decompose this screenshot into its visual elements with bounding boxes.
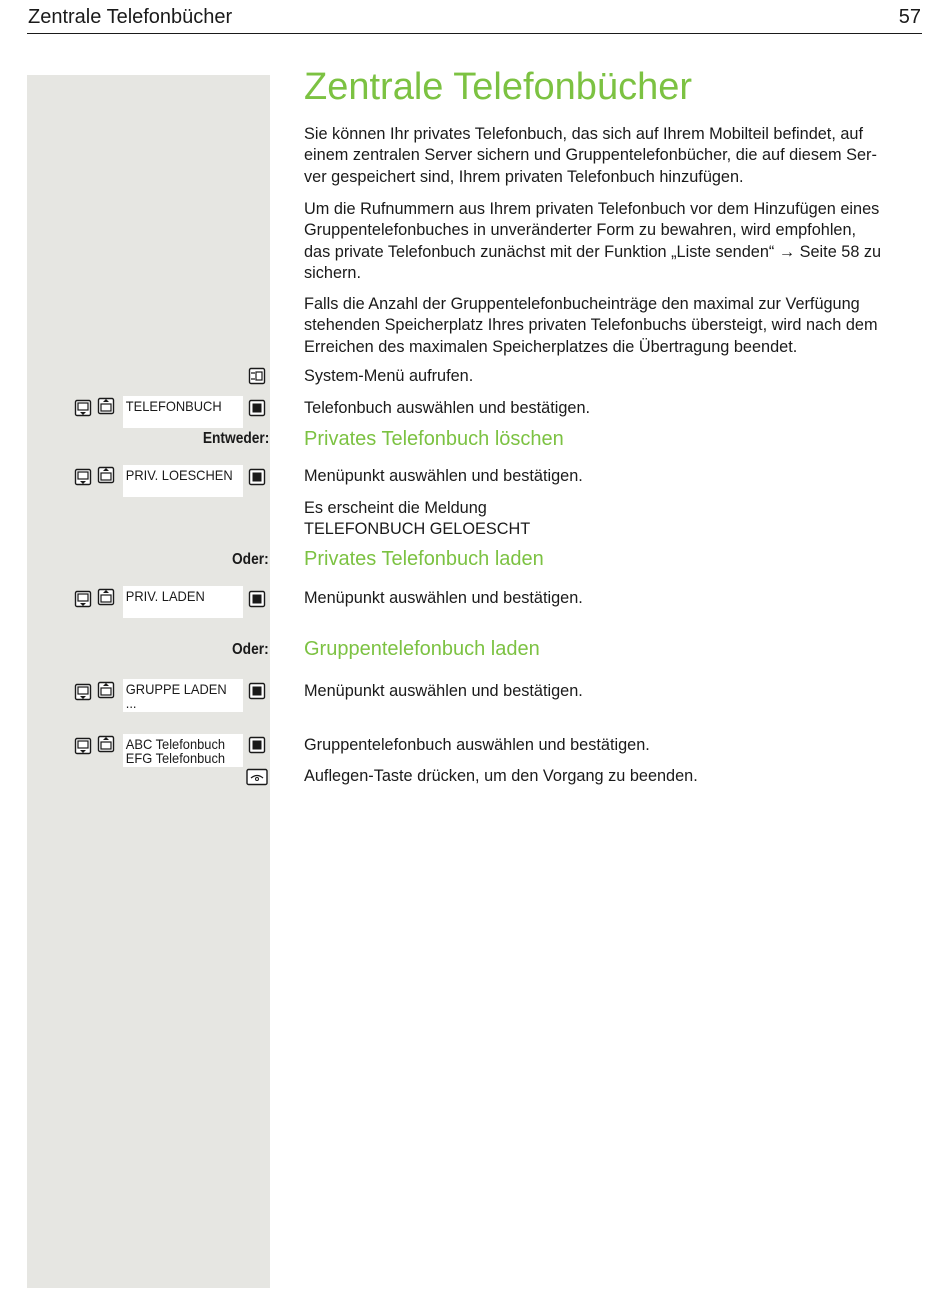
menu-key-icon — [248, 367, 266, 385]
ok-key-icon — [248, 682, 266, 700]
or-label: Oder: — [232, 641, 269, 658]
nav-up-icon — [97, 588, 115, 606]
nav-up-icon — [97, 466, 115, 484]
menu-entry: GRUPPE LADEN — [125, 681, 227, 697]
nav-down-icon — [74, 683, 92, 701]
nav-up-icon — [97, 735, 115, 753]
text-line: Um die Rufnummern aus Ihrem privaten Telefonbuch vor dem Hinzufügen eines — [304, 200, 880, 218]
ok-key-icon — [248, 399, 266, 417]
step-group-select: Menüpunkt auswählen und bestätigen. — [304, 682, 583, 700]
step-select-phonebook: Telefonbuch auswählen und bestätigen. — [304, 399, 591, 417]
recommendation-paragraph — [304, 199, 924, 284]
section-heading-load: Privates Telefonbuch laden — [304, 548, 544, 570]
or-label: Oder: — [232, 551, 269, 568]
nav-down-icon — [74, 590, 92, 608]
text-line: sichern. — [304, 263, 362, 282]
menu-entry: PRIV. LADEN — [125, 588, 205, 604]
menu-entry: ABC Telefonbuch — [125, 736, 226, 752]
running-header-title: Zentrale Telefonbücher — [28, 6, 233, 28]
step-group-list-select: Gruppentelefonbuch auswählen und bestätigen. — [304, 736, 650, 754]
ok-key-icon — [248, 468, 266, 486]
menu-entry: EFG Telefonbuch — [125, 750, 226, 766]
section-heading-group: Gruppentelefonbuch laden — [304, 638, 540, 660]
display-menu-group — [123, 679, 243, 712]
either-label: Entweder: — [202, 430, 269, 447]
display-menu-delete — [123, 465, 243, 497]
nav-up-icon — [97, 397, 115, 415]
ok-key-icon — [248, 590, 266, 608]
ok-key-icon — [248, 736, 266, 754]
display-menu-load — [123, 586, 243, 618]
nav-down-icon — [74, 468, 92, 486]
nav-down-icon — [74, 399, 92, 417]
text-line: das private Telefonbuch zunächst mit der Funktion „Liste senden“ → Seite 58 zu — [304, 242, 882, 261]
page-number: 57 — [898, 6, 921, 28]
message-text: TELEFONBUCH GELOESCHT — [304, 520, 531, 538]
message-intro: Es erscheint die Meldung — [304, 499, 487, 517]
menu-entry: PRIV. LOESCHEN — [125, 467, 233, 483]
display-menu-group-list — [123, 734, 243, 767]
step-hangup: Auflegen-Taste drücken, um den Vorgang zu beenden. — [304, 767, 698, 785]
end-call-icon — [246, 768, 268, 786]
step-load-select: Menüpunkt auswählen und bestätigen. — [304, 589, 583, 607]
text-line: stehenden Speicherplatz Ihres privaten Telefonbuchs übersteigt, wird nach dem — [304, 316, 878, 335]
text-line: ver gespeichert sind, Ihrem privaten Telefonbuch hinzufügen. — [304, 167, 744, 186]
menu-entry: TELEFONBUCH — [125, 398, 222, 414]
nav-up-icon — [97, 681, 115, 699]
section-heading-delete: Privates Telefonbuch löschen — [304, 428, 564, 450]
text-line: Erreichen des maximalen Speicherplatzes die Übertragung beendet. — [304, 337, 798, 356]
intro-paragraph — [304, 124, 924, 188]
step-delete-select: Menüpunkt auswählen und bestätigen. — [304, 467, 583, 485]
menu-entry: ... — [125, 695, 137, 711]
capacity-paragraph — [304, 294, 924, 358]
text-line: Gruppentelefonbuches in unveränderter Form zu bewahren, wird empfohlen, — [304, 221, 857, 240]
step-system-menu: System-Menü aufrufen. — [304, 367, 474, 385]
text-line: Falls die Anzahl der Gruppentelefonbucheinträge den maximal zur Verfügung — [304, 295, 860, 313]
nav-down-icon — [74, 737, 92, 755]
text-line: einem zentralen Server sichern und Gruppentelefonbücher, die auf diesem Ser- — [304, 146, 877, 165]
text-line: Sie können Ihr privates Telefonbuch, das sich auf Ihrem Mobilteil befindet, auf — [304, 125, 864, 143]
page-title: Zentrale Telefonbücher — [304, 66, 692, 108]
display-menu-telefonbuch — [123, 396, 243, 428]
header-rule — [27, 33, 922, 34]
